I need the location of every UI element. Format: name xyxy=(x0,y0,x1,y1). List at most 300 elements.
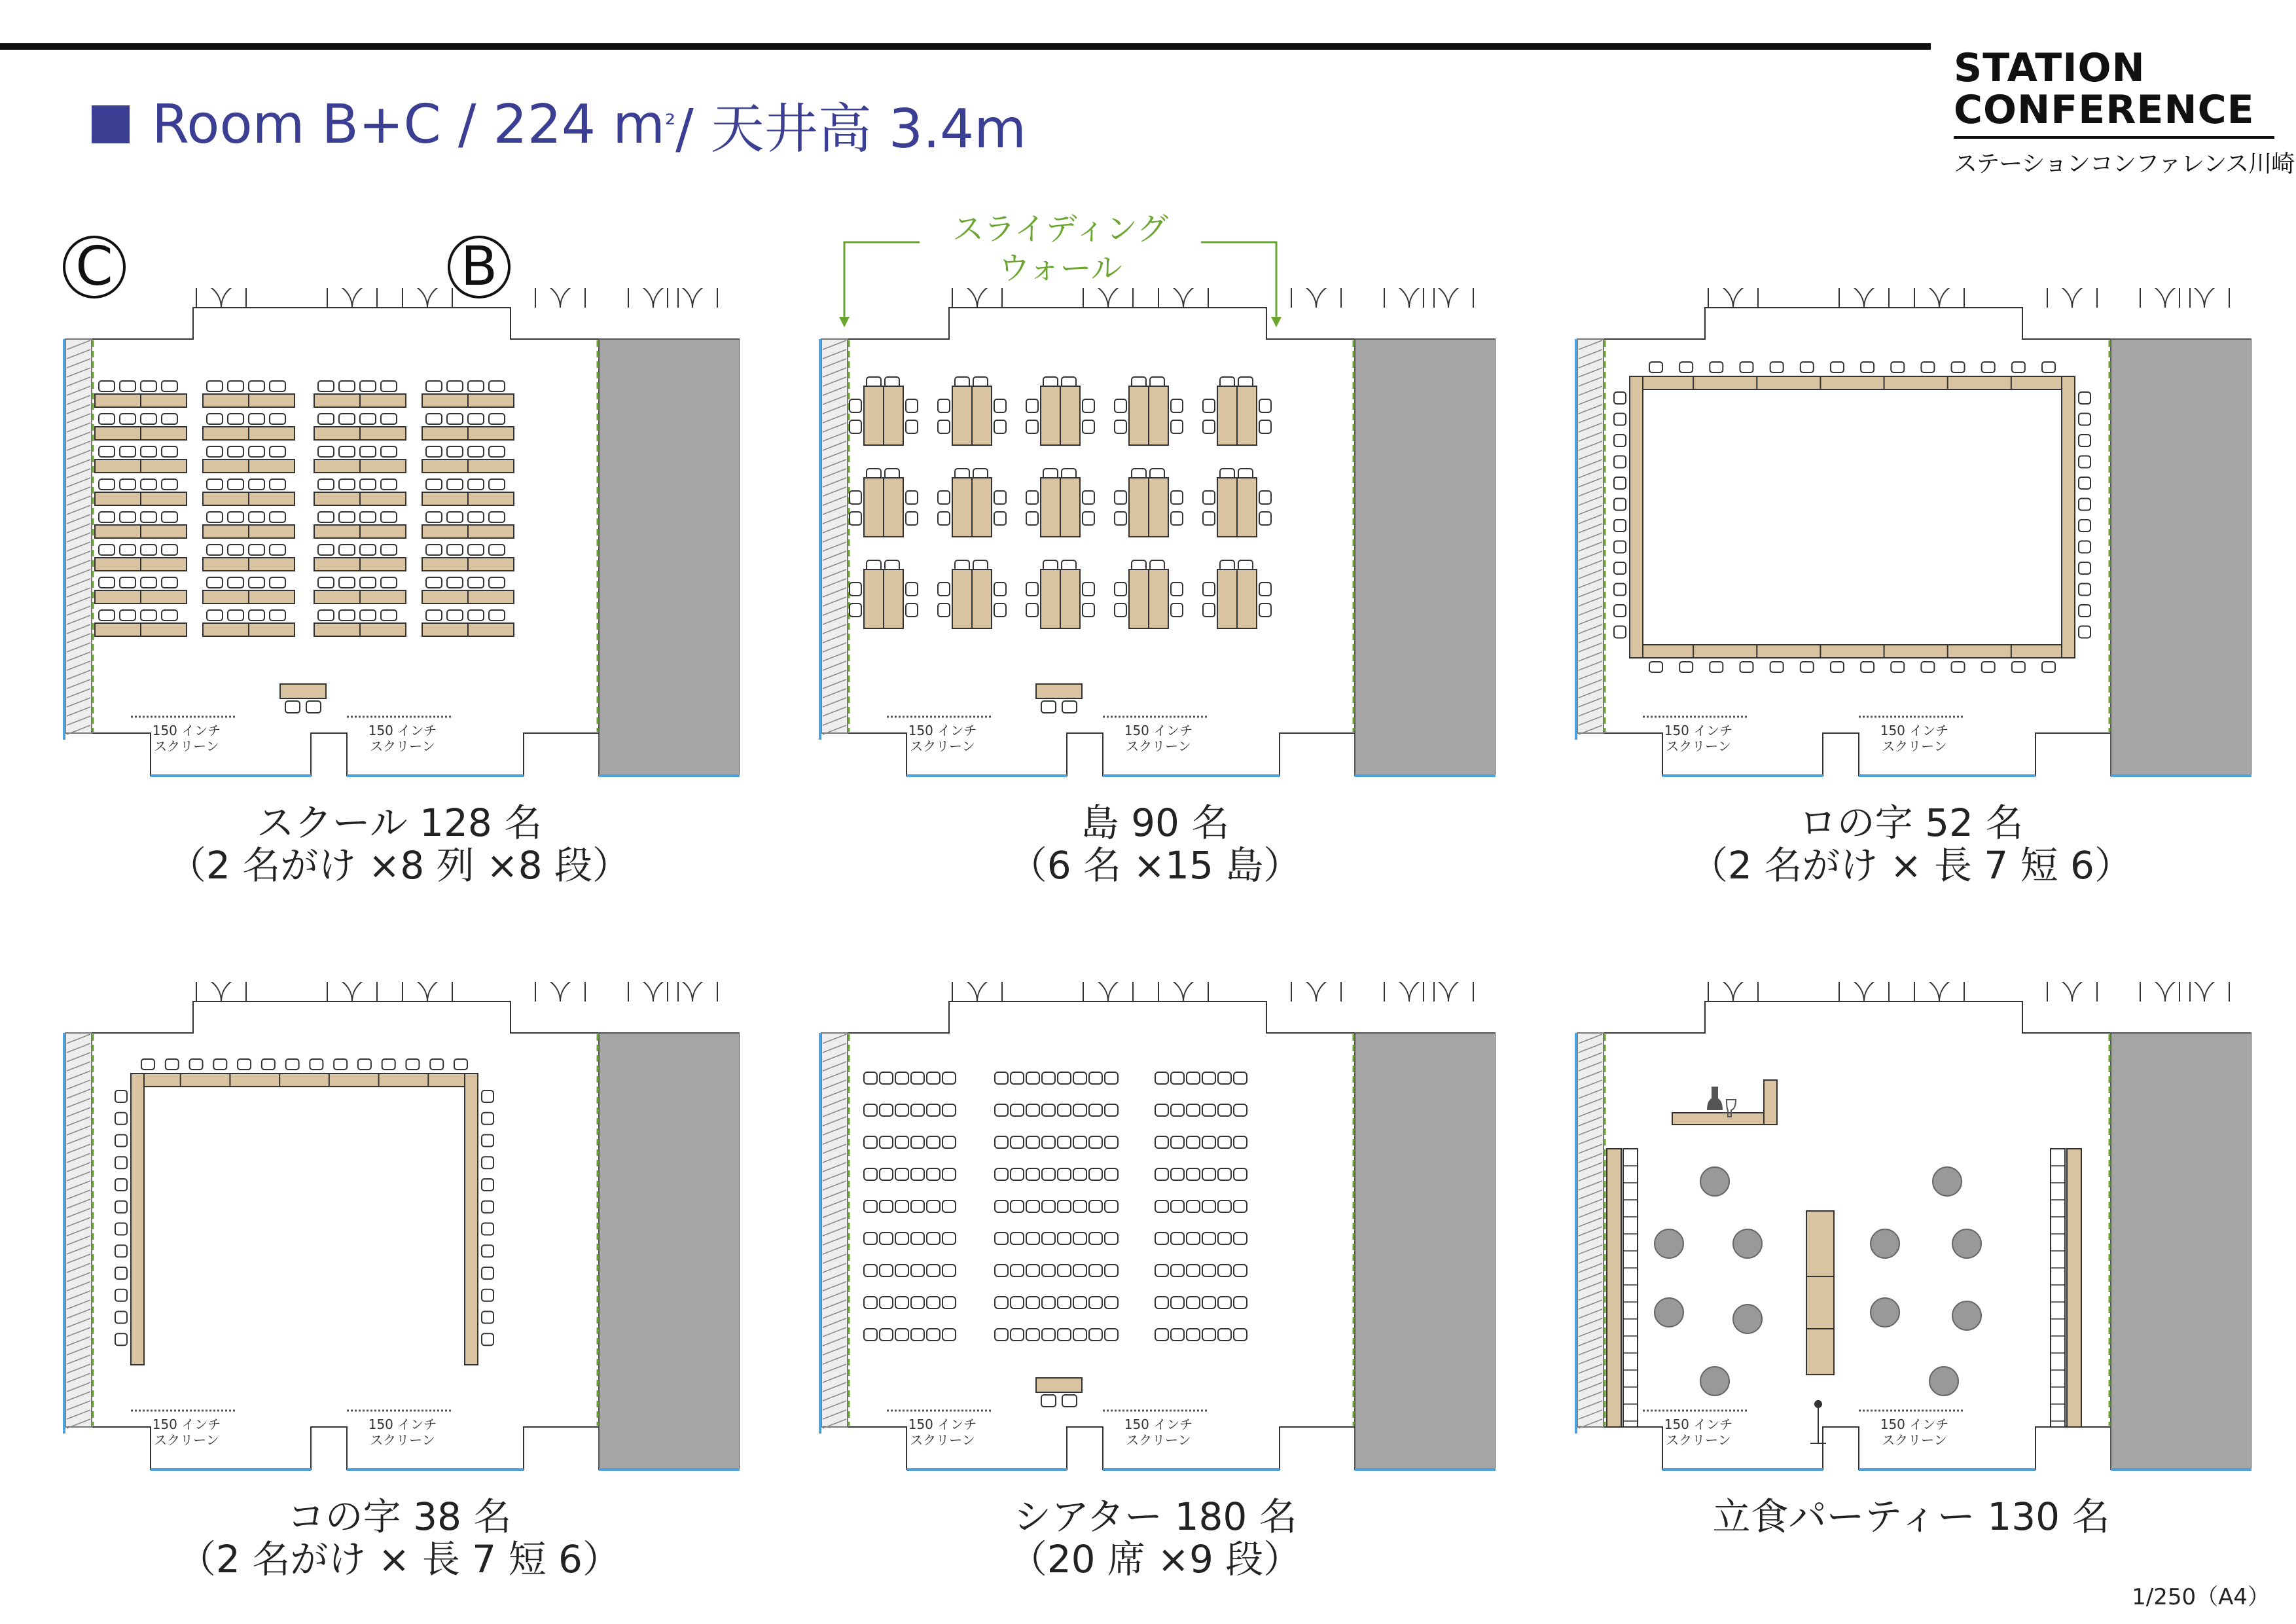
chair xyxy=(115,1113,127,1125)
chair xyxy=(1171,512,1183,525)
theater-chair xyxy=(911,1168,924,1180)
door-swing xyxy=(352,982,377,1001)
chair xyxy=(213,1059,226,1070)
chair xyxy=(358,1059,371,1070)
chair xyxy=(430,1059,443,1070)
chair xyxy=(1026,604,1038,617)
chair xyxy=(115,1333,127,1345)
screen-label: スクリーン xyxy=(910,1432,975,1448)
theater-chair xyxy=(1073,1233,1086,1244)
door-swing xyxy=(1083,288,1108,308)
chair xyxy=(360,545,376,555)
chair xyxy=(162,577,177,588)
left-wall-hatch xyxy=(821,1033,848,1427)
theater-chair xyxy=(927,1136,940,1148)
theater-chair xyxy=(1089,1168,1102,1180)
chair xyxy=(1083,604,1094,617)
theater-chair xyxy=(1042,1168,1055,1180)
chair xyxy=(318,446,334,457)
theater-chair xyxy=(1011,1072,1024,1084)
chair xyxy=(115,1312,127,1324)
theater-chair xyxy=(880,1168,893,1180)
theater-chair xyxy=(1218,1233,1231,1244)
chair xyxy=(310,1059,323,1070)
screen-label: 150 インチ xyxy=(908,723,977,738)
chair xyxy=(938,491,950,504)
theater-chair xyxy=(1171,1297,1184,1308)
theater-chair xyxy=(1058,1297,1071,1308)
theater-chair xyxy=(1011,1168,1024,1180)
chair xyxy=(482,1091,493,1102)
chair xyxy=(2079,605,2090,617)
theater-chair xyxy=(864,1297,877,1308)
chair xyxy=(162,512,177,522)
chair xyxy=(426,479,442,490)
theater-chair xyxy=(880,1329,893,1341)
chair xyxy=(1921,662,1934,672)
chair xyxy=(2079,541,2090,553)
chair xyxy=(1026,583,1038,596)
scale-note: 1/250（A4） xyxy=(2132,1584,2270,1610)
chair xyxy=(2079,477,2090,489)
theater-chair xyxy=(995,1265,1008,1276)
theater-chair xyxy=(995,1329,1008,1341)
door-swing xyxy=(1183,982,1208,1001)
chair xyxy=(1259,420,1271,433)
door-swing xyxy=(2140,982,2165,1001)
door-swing xyxy=(1708,982,1733,1001)
caption-school: スクール 128 名 xyxy=(256,801,543,845)
theater-chair xyxy=(1042,1233,1055,1244)
chair xyxy=(1770,362,1784,372)
theater-chair xyxy=(880,1136,893,1148)
theater-chair xyxy=(1218,1072,1231,1084)
door-swing xyxy=(196,982,221,1001)
adjacent-room xyxy=(599,1033,740,1470)
door-swing xyxy=(1158,288,1183,308)
theater-chair xyxy=(864,1168,877,1180)
room-c-marker: C xyxy=(63,236,126,298)
bar-counter-side xyxy=(1764,1080,1777,1125)
floorplan-standing-party xyxy=(1571,982,2251,1448)
door-swing xyxy=(653,288,678,308)
theater-chair xyxy=(880,1233,893,1244)
chair xyxy=(306,701,321,713)
chair xyxy=(906,491,918,504)
door-swing xyxy=(668,982,692,1001)
detail-u-shape: （2 名がけ × 長 7 短 6） xyxy=(178,1537,620,1581)
door-swing xyxy=(2072,288,2097,308)
chair xyxy=(482,1267,493,1279)
theater-chair xyxy=(895,1297,908,1308)
theater-chair xyxy=(1218,1265,1231,1276)
theater-chair xyxy=(895,1200,908,1212)
theater-chair xyxy=(880,1104,893,1116)
theater-chair xyxy=(911,1297,924,1308)
chair xyxy=(1952,362,1965,372)
theater-chair xyxy=(1105,1265,1118,1276)
door-swing xyxy=(1448,288,1473,308)
chair xyxy=(339,446,355,457)
chair xyxy=(1041,701,1056,713)
chair xyxy=(1203,604,1215,617)
chair xyxy=(1982,662,1995,672)
chair xyxy=(1203,512,1215,525)
theater-chair xyxy=(1011,1200,1024,1212)
chair xyxy=(120,381,135,391)
chair xyxy=(360,512,376,522)
door-swing xyxy=(1291,982,1316,1001)
chair xyxy=(318,381,334,391)
chair xyxy=(447,414,463,424)
chair xyxy=(1041,1395,1056,1407)
chair xyxy=(2012,362,2025,372)
theater-chair xyxy=(1202,1233,1215,1244)
theater-chair xyxy=(1026,1072,1039,1084)
chair xyxy=(262,1059,275,1070)
door-swing xyxy=(1183,288,1208,308)
chair xyxy=(447,381,463,391)
chair xyxy=(1115,512,1126,525)
chair xyxy=(1259,491,1271,504)
chair xyxy=(1083,491,1094,504)
chair xyxy=(482,1201,493,1213)
chair xyxy=(906,512,918,525)
lectern-table xyxy=(1036,1378,1082,1392)
chair xyxy=(120,545,135,555)
door-swing xyxy=(1839,982,1864,1001)
chair xyxy=(207,414,223,424)
title-sup: ² xyxy=(665,109,676,139)
chair xyxy=(120,446,135,457)
detail-school: （2 名がけ ×8 列 ×8 段） xyxy=(168,843,631,888)
chair xyxy=(489,610,505,621)
chair xyxy=(1026,491,1038,504)
logo-line2: CONFERENCE xyxy=(1954,87,2255,133)
theater-chair xyxy=(995,1168,1008,1180)
chair xyxy=(141,381,156,391)
chair xyxy=(1614,456,1626,468)
chair xyxy=(482,1179,493,1191)
chair xyxy=(339,545,355,555)
chair xyxy=(447,446,463,457)
chair xyxy=(1710,662,1723,672)
room-outline xyxy=(821,308,1355,776)
chair xyxy=(162,610,177,621)
chair xyxy=(360,479,376,490)
theater-chair xyxy=(1218,1297,1231,1308)
door-swing xyxy=(1733,982,1758,1001)
theater-chair xyxy=(911,1136,924,1148)
door-swing xyxy=(1839,288,1864,308)
theater-chair xyxy=(1171,1329,1184,1341)
chair xyxy=(339,577,355,588)
door-swing xyxy=(1424,288,1448,308)
round-table xyxy=(1871,1298,1899,1327)
chair xyxy=(994,399,1006,412)
theater-chair xyxy=(995,1136,1008,1148)
chair xyxy=(162,414,177,424)
theater-chair xyxy=(1202,1329,1215,1341)
chair xyxy=(99,577,115,588)
chair xyxy=(1171,604,1183,617)
theater-chair xyxy=(1089,1297,1102,1308)
chair xyxy=(141,545,156,555)
theater-chair xyxy=(1202,1168,1215,1180)
round-table xyxy=(1700,1367,1729,1396)
theater-chair xyxy=(1058,1233,1071,1244)
theater-chair xyxy=(1155,1265,1168,1276)
caption-island: 島 90 名 xyxy=(1081,801,1230,845)
screen-label: 150 インチ xyxy=(1124,723,1193,738)
left-wall-hatch xyxy=(821,339,848,733)
screen-label: 150 インチ xyxy=(1880,1416,1949,1432)
chair xyxy=(994,491,1006,504)
door-swing xyxy=(535,982,560,1001)
theater-chair xyxy=(1234,1329,1247,1341)
round-table xyxy=(1733,1305,1762,1333)
theater-chair xyxy=(927,1104,940,1116)
door-swing xyxy=(535,288,560,308)
theater-chair xyxy=(1105,1168,1118,1180)
detail-island: （6 名 ×15 島） xyxy=(1009,843,1302,888)
chair xyxy=(99,610,115,621)
sliding-label-line1: スライディング xyxy=(952,211,1168,247)
chair xyxy=(1083,512,1094,525)
chair xyxy=(2079,626,2090,638)
chair xyxy=(318,610,334,621)
round-table xyxy=(1933,1167,1962,1196)
theater-chair xyxy=(1105,1136,1118,1148)
screen-label: 150 インチ xyxy=(152,1416,221,1432)
chair xyxy=(2012,662,2025,672)
chair xyxy=(1203,491,1215,504)
chair xyxy=(249,610,264,621)
hollow-table-right xyxy=(2062,376,2075,658)
chair xyxy=(1614,477,1626,489)
chair xyxy=(1861,362,1874,372)
door-swing xyxy=(952,288,977,308)
title-rest: / 天井高 3.4m xyxy=(675,98,1027,160)
chair xyxy=(489,479,505,490)
caption-u-shape: コの字 38 名 xyxy=(287,1494,512,1539)
door-swing xyxy=(1384,288,1409,308)
chair xyxy=(1115,491,1126,504)
theater-chair xyxy=(1202,1104,1215,1116)
door-swing xyxy=(427,982,452,1001)
theater-chair xyxy=(1218,1329,1231,1341)
room-b-marker: B xyxy=(448,236,511,298)
theater-chair xyxy=(1089,1233,1102,1244)
chair xyxy=(238,1059,251,1070)
caption-theater: シアター 180 名 xyxy=(1013,1494,1297,1539)
theater-chair xyxy=(895,1072,908,1084)
theater-chair xyxy=(1171,1233,1184,1244)
chair xyxy=(207,381,223,391)
chair xyxy=(994,420,1006,433)
chair xyxy=(228,577,243,588)
chair xyxy=(249,414,264,424)
theater-chair xyxy=(1058,1200,1071,1212)
theater-chair xyxy=(880,1072,893,1084)
round-table xyxy=(1952,1301,1981,1330)
chair xyxy=(426,610,442,621)
theater-chair xyxy=(1042,1072,1055,1084)
chair xyxy=(1831,362,1844,372)
door-swing xyxy=(327,288,352,308)
chair xyxy=(468,610,484,621)
chair xyxy=(1891,662,1904,672)
door-swing xyxy=(1708,288,1733,308)
chair xyxy=(270,381,285,391)
sliding-label-line2: ウォール xyxy=(998,250,1122,287)
chair xyxy=(270,479,285,490)
theater-chair xyxy=(1171,1265,1184,1276)
chair xyxy=(1831,662,1844,672)
chair xyxy=(1115,399,1126,412)
door-swing xyxy=(1409,982,1434,1001)
adjacent-room xyxy=(2111,339,2251,776)
theater-chair xyxy=(1234,1265,1247,1276)
chair xyxy=(249,446,264,457)
chair xyxy=(360,381,376,391)
chair xyxy=(1770,662,1784,672)
chair xyxy=(270,610,285,621)
chair xyxy=(360,577,376,588)
logo-line3: ステーションコンファレンス川崎 xyxy=(1954,151,2295,177)
screen-label: スクリーン xyxy=(370,1432,435,1448)
theater-chair xyxy=(942,1136,956,1148)
chair xyxy=(938,512,950,525)
chair xyxy=(454,1059,467,1070)
chair xyxy=(318,545,334,555)
theater-chair xyxy=(927,1265,940,1276)
chair xyxy=(850,420,861,433)
chair xyxy=(339,479,355,490)
theater-chair xyxy=(942,1200,956,1212)
theater-chair xyxy=(1202,1265,1215,1276)
theater-chair xyxy=(1011,1329,1024,1341)
chair xyxy=(249,479,264,490)
theater-chair xyxy=(864,1104,877,1116)
chair xyxy=(1259,512,1271,525)
chair xyxy=(1649,662,1662,672)
theater-chair xyxy=(1011,1233,1024,1244)
door-swing xyxy=(1108,288,1133,308)
chair xyxy=(2079,520,2090,532)
chair xyxy=(468,446,484,457)
theater-chair xyxy=(1011,1297,1024,1308)
u-table-top xyxy=(131,1074,478,1087)
door-swing xyxy=(327,982,352,1001)
chair xyxy=(1614,520,1626,532)
chair xyxy=(994,583,1006,596)
center-table xyxy=(1806,1329,1834,1375)
theater-chair xyxy=(1089,1265,1102,1276)
theater-chair xyxy=(1171,1168,1184,1180)
door-swing xyxy=(2165,288,2190,308)
floorplan-island xyxy=(815,288,1496,754)
door-swing xyxy=(196,288,221,308)
chair xyxy=(318,479,334,490)
chair xyxy=(207,479,223,490)
chair xyxy=(162,446,177,457)
screen-label: 150 インチ xyxy=(1880,723,1949,738)
title-text: Room B+C / 224 m xyxy=(152,93,666,156)
theater-chair xyxy=(880,1297,893,1308)
chair xyxy=(115,1267,127,1279)
room-outline xyxy=(65,308,599,776)
theater-chair xyxy=(995,1297,1008,1308)
theater-chair xyxy=(1202,1136,1215,1148)
chair xyxy=(468,545,484,555)
theater-chair xyxy=(1155,1297,1168,1308)
door-swing xyxy=(1914,982,1939,1001)
chair xyxy=(318,512,334,522)
theater-chair xyxy=(1058,1072,1071,1084)
theater-chair xyxy=(1073,1168,1086,1180)
theater-chair xyxy=(942,1297,956,1308)
chair xyxy=(1259,604,1271,617)
theater-chair xyxy=(911,1072,924,1084)
left-wall-hatch xyxy=(1577,1033,1604,1427)
chair xyxy=(141,446,156,457)
chair xyxy=(166,1059,179,1070)
door-swing xyxy=(977,982,1002,1001)
round-table xyxy=(1700,1167,1729,1196)
chair xyxy=(1740,362,1753,372)
chair xyxy=(1710,362,1723,372)
chair xyxy=(482,1245,493,1257)
chair xyxy=(406,1059,419,1070)
adjacent-room xyxy=(2111,1033,2251,1470)
chair xyxy=(228,610,243,621)
chair xyxy=(2079,435,2090,446)
theater-chair xyxy=(1155,1104,1168,1116)
chair xyxy=(99,446,115,457)
theater-chair xyxy=(1202,1072,1215,1084)
chair xyxy=(482,1135,493,1147)
door-swing xyxy=(1158,982,1183,1001)
theater-chair xyxy=(911,1200,924,1212)
chair xyxy=(1026,512,1038,525)
door-swing xyxy=(628,982,653,1001)
chair xyxy=(1740,662,1753,672)
chair xyxy=(381,610,397,621)
theater-chair xyxy=(1042,1297,1055,1308)
chair xyxy=(489,512,505,522)
chair xyxy=(270,512,285,522)
theater-chair xyxy=(1026,1265,1039,1276)
chair xyxy=(1679,662,1693,672)
theater-chair xyxy=(1187,1136,1200,1148)
chair xyxy=(120,414,135,424)
chair xyxy=(115,1091,127,1102)
chair xyxy=(286,1059,299,1070)
chair xyxy=(1026,399,1038,412)
theater-chair xyxy=(1058,1265,1071,1276)
chair xyxy=(1801,362,1814,372)
chair xyxy=(115,1135,127,1147)
door-swing xyxy=(560,288,585,308)
lectern-table xyxy=(1036,684,1082,698)
chair xyxy=(906,604,918,617)
chair xyxy=(120,577,135,588)
theater-chair xyxy=(995,1072,1008,1084)
chair xyxy=(426,577,442,588)
round-table xyxy=(1655,1298,1683,1327)
door-swing xyxy=(2204,288,2229,308)
